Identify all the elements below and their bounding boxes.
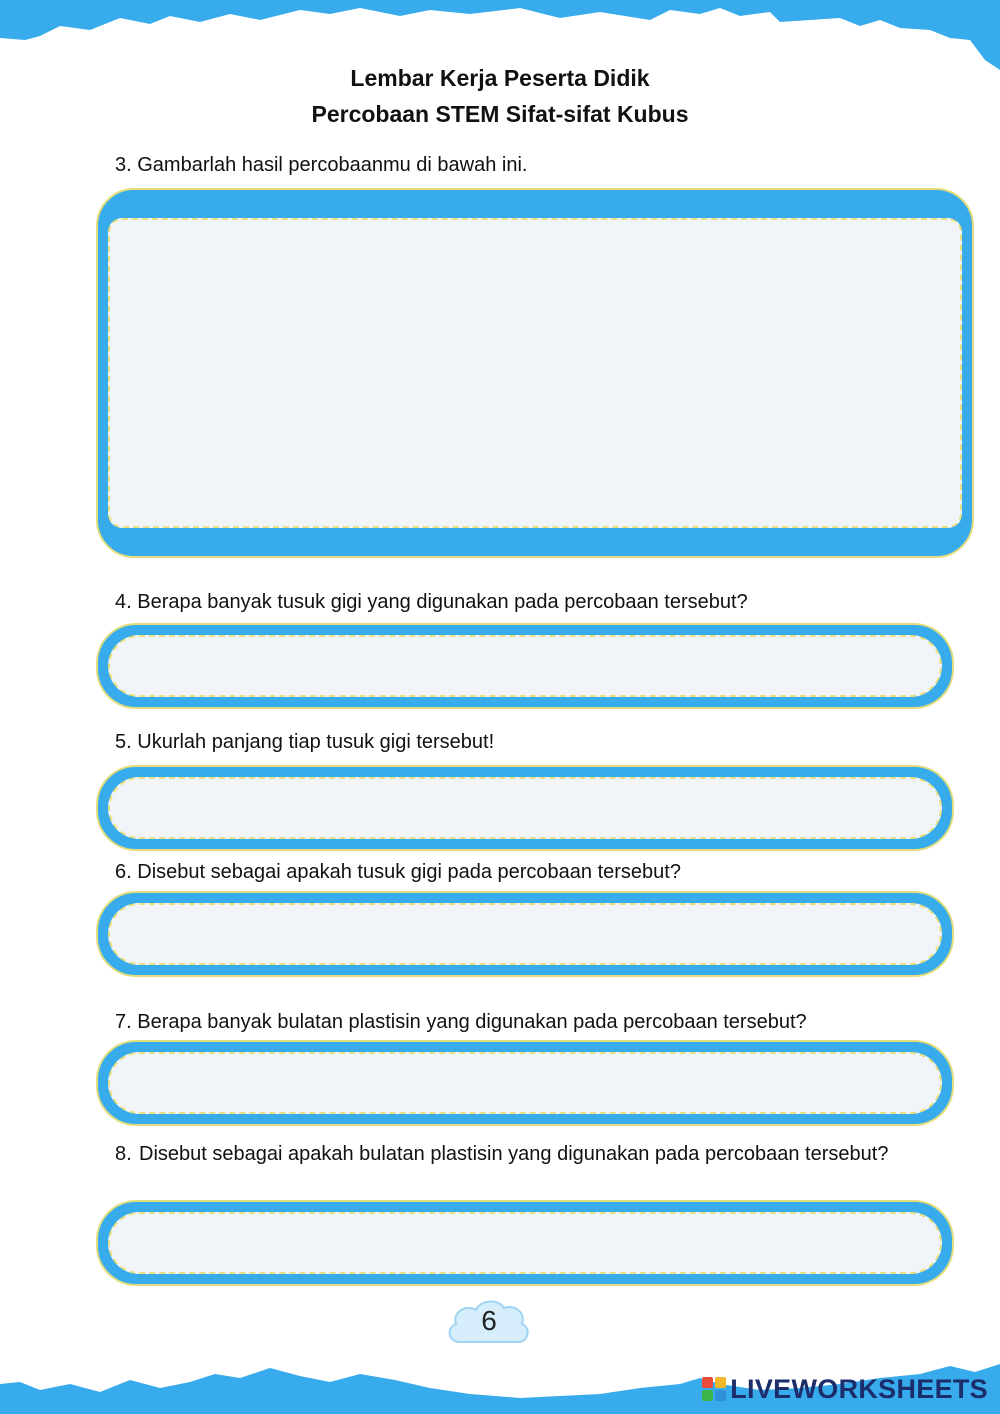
question-text: Disebut sebagai apakah tusuk gigi pada percobaan tersebut?	[137, 861, 681, 883]
answer-input-8[interactable]	[108, 1212, 942, 1274]
liveworksheets-logo-icon	[702, 1377, 726, 1401]
question-number: 8.	[115, 1143, 132, 1165]
question-text: Berapa banyak bulatan plastisin yang digunakan pada percobaan tersebut?	[137, 1011, 807, 1033]
answer-box-4	[96, 623, 954, 709]
question-8	[115, 1142, 935, 1166]
liveworksheets-brand	[702, 1374, 988, 1404]
drawing-area-frame	[96, 188, 974, 558]
answer-input-7[interactable]	[108, 1052, 942, 1114]
logo-cell-i	[715, 1377, 726, 1388]
question-number: 5.	[115, 731, 132, 753]
question-5	[115, 730, 494, 754]
worksheet-title	[0, 60, 1000, 132]
logo-cell-l	[702, 1377, 713, 1388]
question-text: Ukurlah panjang tiap tusuk gigi tersebut!	[137, 731, 495, 753]
answer-box-7	[96, 1040, 954, 1126]
question-text: Gambarlah hasil percobaanmu di bawah ini.	[137, 154, 528, 176]
logo-cell-v	[702, 1390, 713, 1401]
page-number: 6	[481, 1305, 497, 1336]
question-text: Berapa banyak tusuk gigi yang digunakan pada percobaan tersebut?	[137, 591, 748, 613]
answer-input-5[interactable]	[108, 777, 942, 839]
drawing-area[interactable]	[108, 218, 962, 528]
answer-input-6[interactable]	[108, 903, 942, 965]
question-number: 4.	[115, 591, 132, 613]
question-7	[115, 1010, 807, 1034]
question-number: 7.	[115, 1011, 132, 1033]
question-3	[115, 153, 527, 177]
question-number: 6.	[115, 861, 132, 883]
question-4	[115, 590, 748, 614]
question-number: 3.	[115, 154, 132, 176]
title-line-1: Lembar Kerja Peserta Didik	[350, 65, 650, 91]
question-text: Disebut sebagai apakah bulatan plastisin yang digunakan pada percobaan tersebut?	[139, 1143, 889, 1165]
title-line-2: Percobaan STEM Sifat-sifat Kubus	[311, 101, 689, 127]
answer-box-5	[96, 765, 954, 851]
logo-cell-e	[715, 1390, 726, 1401]
brand-name: LIVEWORKSHEETS	[730, 1373, 988, 1404]
answer-box-8	[96, 1200, 954, 1286]
answer-input-4[interactable]	[108, 635, 942, 697]
question-6	[115, 860, 681, 884]
answer-box-6	[96, 891, 954, 977]
